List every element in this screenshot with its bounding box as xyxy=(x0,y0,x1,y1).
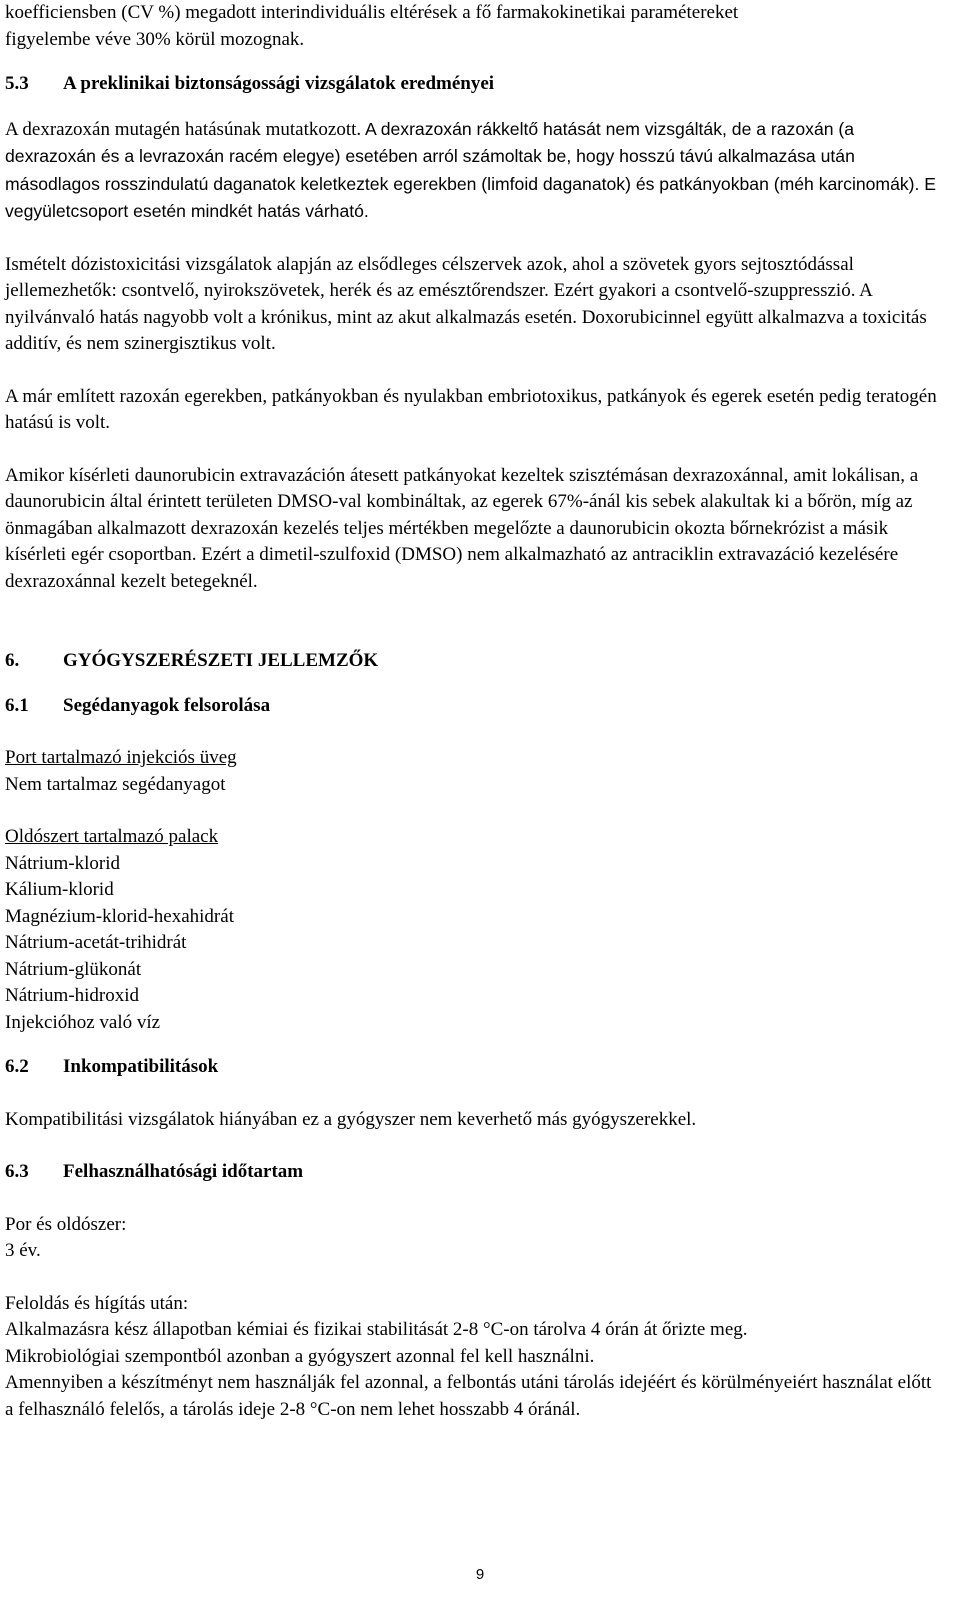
vial-subheading: Port tartalmazó injekciós üveg xyxy=(5,747,237,768)
list-item: Nátrium-acetát-trihidrát xyxy=(5,932,187,953)
powder-shelf-life-label: Por és oldószer: xyxy=(5,1213,127,1235)
solvent-subheading: Oldószert tartalmazó palack xyxy=(5,826,219,847)
page-number: 9 xyxy=(475,1566,485,1583)
section-title: A preklinikai biztonságossági vizsgálatok eredményei xyxy=(63,73,495,94)
list-item: Injekcióhoz való víz xyxy=(5,1011,161,1033)
section-number: 5.3 xyxy=(5,73,29,94)
intro-line-2: figyelembe véve 30% körül mozognak. xyxy=(5,28,305,50)
microbiological-note: Mikrobiológiai szempontból azonban a gyógyszert azonnal fel kell használni. xyxy=(5,1345,595,1367)
extravasation-paragraph: Amikor kísérleti daunorubicin extravazáción átesett patkányokat kezeltek szisztémásan dexrazoxánnal, amit lokálisan, a daunorubicin által érintett területen DMSO-val kombináltak, az egerek 67%-ánál kis sebek alakultak ki a bőrön, míg az önmagában alkalmazott dexrazoxán kezelés teljes mértékben megelőzte a daunorubicin okozta bőrnekrózist a másik kísérleti egér csoportban. Ezért a dimetil-szulfoxid (DMSO) nem alkalmazható az antraciklin extravazáció kezelésére dexrazoxánnal kezelt betegeknél. xyxy=(5,464,919,592)
list-item: Nátrium-hidroxid xyxy=(5,985,140,1006)
reconstitution-label: Feloldás és hígítás után: xyxy=(5,1292,189,1314)
embryotoxicity-paragraph: A már említett razoxán egerekben, patkányokban és nyulakban embriotoxikus, patkányok és egerek esetén pedig teratogén hatású is volt. xyxy=(5,385,937,433)
list-item: Nátrium-glükonát xyxy=(5,958,142,980)
section-title: Segédanyagok felsorolása xyxy=(63,694,271,716)
section-number: 6.2 xyxy=(5,1056,29,1077)
repeat-dose-toxicity-paragraph: Ismételt dózistoxicitási vizsgálatok alapján az elsődleges célszervek azok, ahol a szövetek gyors sejtosztódással jellemezhetők: csontvelő, nyirokszövetek, herék és az emésztőrendszer. Ezért gyakori a csontvelő-szuppresszió. A nyilvánvaló hatás nagyobb volt a krónikus, mint az akut alkalmazás esetén. Doxorubicinnel együtt alkalmazva a toxicitás additív, és nem szinergisztikus volt. xyxy=(5,253,927,354)
carcinogenicity-text: A dexrazoxán rákkeltő hatását nem vizsgálták, de a razoxán (a dexrazoxán és a levrazoxán racém elegye) esetében arról számoltak be, hogy hosszú távú alkalmazása után másodlagos rosszindulatú daganatok keletkeztek egerekben (limfoid daganatok) és patkányokban (méh karcinomák). E vegyületcsoport esetén mindkét hatás várható. xyxy=(5,118,937,221)
section-5-3-heading xyxy=(5,71,940,98)
mutagenicity-lead: A dexrazoxán mutagén hatásúnak mutatkozott. xyxy=(5,118,362,140)
section-title: Felhasználhatósági időtartam xyxy=(63,1161,304,1182)
section-number: 6.1 xyxy=(5,694,29,716)
section-6-3-heading xyxy=(5,1159,940,1186)
vial-excipients: Nem tartalmaz segédanyagot xyxy=(5,773,226,795)
storage-responsibility-note: Amennyiben a készítményt nem használják fel azonnal, a felbontás utáni tárolás idejéért és körülményeiért használat előtt a felhasználó felelős, a tárolás ideje 2-8 °C-on nem lehet hosszabb 4 óránál. xyxy=(5,1372,932,1420)
list-item: Magnézium-klorid-hexahidrát xyxy=(5,905,234,927)
section-6-1-heading xyxy=(5,693,940,720)
section-6-heading xyxy=(5,648,940,675)
intro-paragraph xyxy=(5,0,940,53)
section-number: 6. xyxy=(5,650,20,671)
incompatibilities-text: Kompatibilitási vizsgálatok hiányában ez a gyógyszer nem keverhető más gyógyszerekkel. xyxy=(5,1108,697,1130)
solvent-excipient-list xyxy=(5,851,940,1037)
list-item: Kálium-klorid xyxy=(5,879,114,900)
reconstitution-stability: Alkalmazásra kész állapotban kémiai és fizikai stabilitását 2-8 °C-on tárolva 4 órán át őrizte meg. xyxy=(5,1319,748,1340)
intro-line-1: koefficiensben (CV %) megadott interindividuális eltérések a fő farmakokinetikai paramétereket xyxy=(5,2,739,23)
document-page xyxy=(5,0,940,1423)
section-title: Inkompatibilitások xyxy=(63,1056,219,1077)
section-6-2-heading xyxy=(5,1054,940,1081)
list-item: Nátrium-klorid xyxy=(5,852,121,874)
section-number: 6.3 xyxy=(5,1161,29,1182)
section-title: GYÓGYSZERÉSZETI JELLEMZŐK xyxy=(63,650,379,671)
powder-shelf-life-value: 3 év. xyxy=(5,1240,41,1261)
mutagenicity-paragraph xyxy=(5,116,940,226)
